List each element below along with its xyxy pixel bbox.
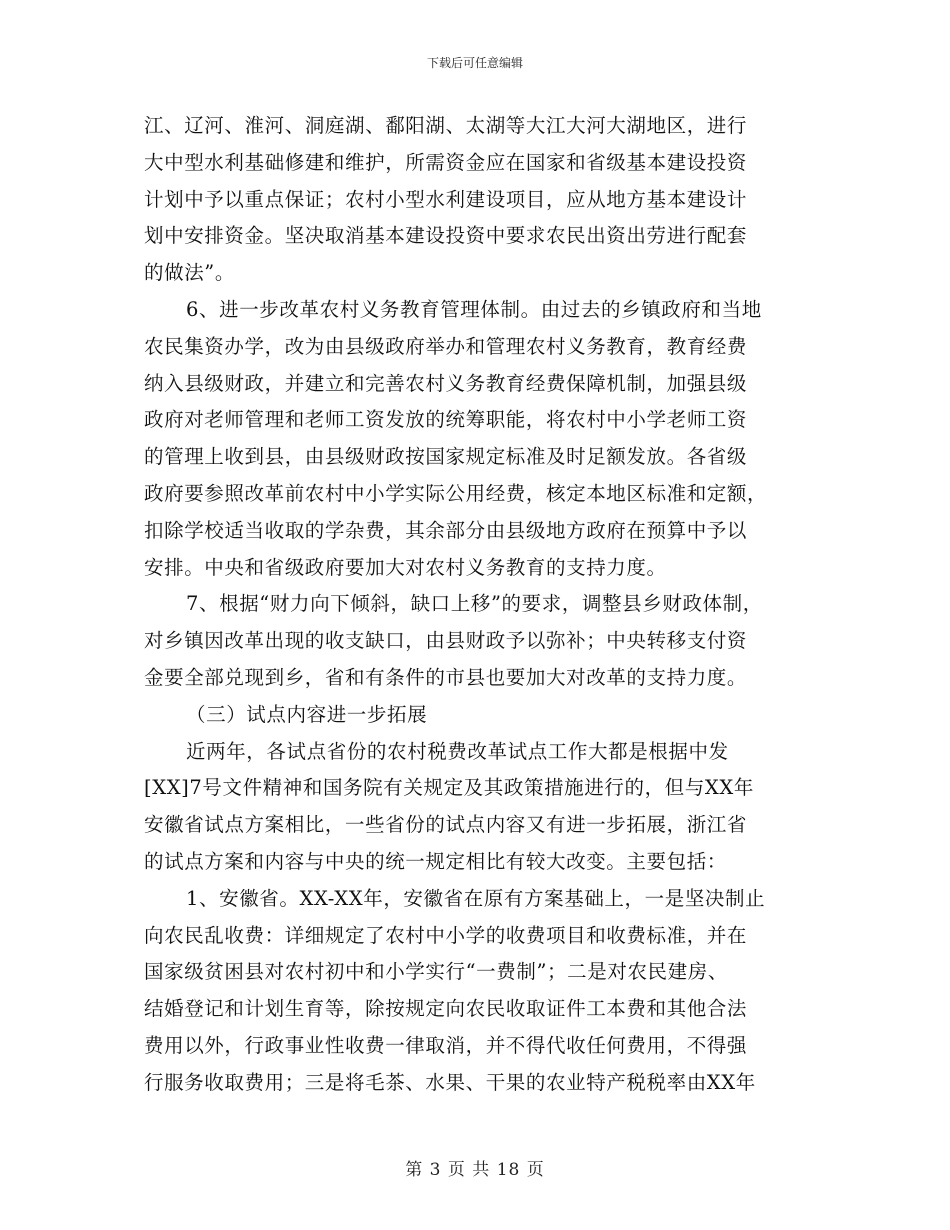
text-line: 扣除学校适当收取的学杂费，其余部分由县级地方政府在预算中予以	[144, 518, 748, 542]
text-line: 政府对老师管理和老师工资发放的统筹职能，将农村中小学老师工资	[144, 408, 748, 432]
text-line: 计划中予以重点保证；农村小型水利建设项目，应从地方基本建设计	[144, 187, 748, 211]
text-line: 安徽省试点方案相比，一些省份的试点内容又有进一步拓展，浙江省	[144, 813, 748, 837]
text-line: 金要全部兑现到乡，省和有条件的市县也要加大对改革的支持力度。	[144, 665, 748, 689]
text-line: 向农民乱收费：详细规定了农村中小学的收费项目和收费标准，并在	[144, 923, 748, 947]
text-line: 划中安排资金。坚决取消基本建设投资中要求农民出资出劳进行配套	[144, 224, 748, 248]
text-line: 纳入县级财政，并建立和完善农村义务教育经费保障机制，加强县级	[144, 371, 748, 395]
text-line: 江、辽河、淮河、洞庭湖、鄱阳湖、太湖等大江大河大湖地区，进行	[144, 114, 748, 137]
page-header: 下载后可任意编辑	[426, 56, 523, 70]
text-line: 大中型水利基础修建和维护，所需资金应在国家和省级基本建设投资	[144, 150, 748, 174]
text-line: 的管理上收到县，由县级财政按国家规定标准及时足额发放。各省级	[144, 445, 748, 469]
text-line: 费用以外，行政事业性收费一律取消，并不得代收任何费用，不得强	[144, 1033, 748, 1057]
text-line: 对乡镇因改革出现的收支缺口，由县财政予以弥补；中央转移支付资	[144, 629, 748, 653]
text-line: 行服务收取费用；三是将毛茶、水果、干果的农业特产税税率由XX年	[144, 1070, 756, 1094]
text-line: 国家级贫困县对农村初中和小学实行“一费制”；二是对农民建房、	[144, 960, 728, 984]
body-text	[144, 108, 809, 1102]
text-line: 的做法”。	[144, 261, 235, 285]
text-line: 农民集资办学，改为由县级政府举办和管理农村义务教育，教育经费	[144, 334, 748, 358]
text-line: 安排。中央和省级政府要加大对农村义务教育的支持力度。	[144, 555, 667, 579]
paragraph-start: 近两年，各试点省份的农村税费改革试点工作大都是根据中发	[186, 739, 729, 763]
paragraph-start: 7、根据“财力向下倾斜，缺口上移”的要求，调整县乡财政体制，	[186, 592, 763, 616]
section-heading: （三）试点内容进一步拓展	[186, 702, 428, 726]
text-line: 结婚登记和计划生育等，除按规定向农民收取证件工本费和其他合法	[144, 997, 748, 1021]
text-line: 的试点方案和内容与中央的统一规定相比有较大改变。主要包括：	[144, 849, 727, 873]
paragraph-start: 6、进一步改革农村义务教育管理体制。由过去的乡镇政府和当地	[186, 297, 762, 321]
paragraph-start: 1、安徽省。XX-XX年，安徽省在原有方案基础上，一是坚决制止	[186, 886, 766, 910]
text-line: 政府要参照改革前农村中小学实际公用经费，核定本地区标准和定额，	[144, 481, 768, 505]
page-footer: 第 3 页 共 18 页	[405, 1160, 545, 1180]
text-line: [XX]7号文件精神和国务院有关规定及其政策措施进行的，但与XX年	[144, 776, 754, 800]
